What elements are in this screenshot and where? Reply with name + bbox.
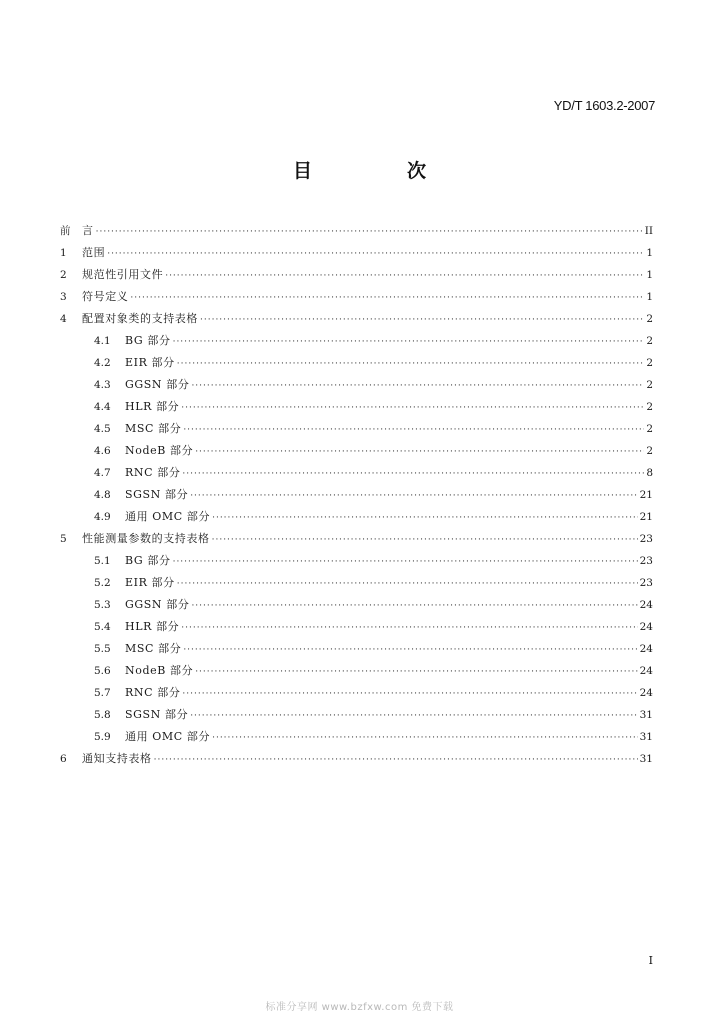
toc-entry-number: 4 <box>60 313 67 325</box>
toc-leader-dots <box>200 309 644 331</box>
toc-leader-dots <box>181 397 644 419</box>
toc-entry-title: GGSN 部分 <box>125 378 190 391</box>
toc-entry-page: 1 <box>646 269 653 281</box>
toc-entry-number: 4.2 <box>94 357 111 369</box>
toc-entry[interactable] <box>60 330 653 352</box>
toc-entry-number: 5.4 <box>94 621 111 633</box>
toc-entry[interactable] <box>60 572 653 594</box>
toc-entry-number: 4.4 <box>94 401 111 413</box>
toc-entry-page: II <box>644 225 653 237</box>
toc-entry-number: 3 <box>60 291 67 303</box>
toc-entry-page: 2 <box>646 357 653 369</box>
toc-entry[interactable] <box>60 242 653 264</box>
standard-code: YD/T 1603.2-2007 <box>553 98 655 113</box>
table-of-contents <box>60 220 653 770</box>
toc-entry-page: 1 <box>646 247 653 259</box>
toc-leader-dots <box>212 727 638 749</box>
toc-leader-dots <box>212 529 638 551</box>
toc-entry-number: 5.3 <box>94 599 111 611</box>
toc-entry[interactable] <box>60 748 653 770</box>
toc-entry-title: BG 部分 <box>125 334 171 347</box>
toc-leader-dots <box>191 375 644 397</box>
watermark-text: 标准分享网 www.bzfxw.com 免费下载 <box>265 1002 454 1013</box>
toc-entry-title: MSC 部分 <box>125 642 182 655</box>
toc-entry-number: 4.1 <box>94 335 111 347</box>
toc-entry-title: 通用 OMC 部分 <box>125 730 211 743</box>
toc-entry-title: 规范性引用文件 <box>82 268 164 281</box>
toc-leader-dots <box>165 265 644 287</box>
toc-entry-page: 24 <box>639 599 653 611</box>
toc-entry-number: 5.8 <box>94 709 111 721</box>
toc-leader-dots <box>96 221 643 243</box>
toc-leader-dots <box>177 573 638 595</box>
page-number: I <box>648 954 653 967</box>
toc-leader-dots <box>181 617 637 639</box>
toc-entry-page: 31 <box>639 753 653 765</box>
toc-entry-page: 2 <box>646 401 653 413</box>
toc-entry-title: 性能测量参数的支持表格 <box>82 532 210 545</box>
toc-leader-dots <box>212 507 638 529</box>
toc-entry-page: 24 <box>639 643 653 655</box>
toc-entry[interactable] <box>60 462 653 484</box>
toc-entry-title: RNC 部分 <box>125 686 181 699</box>
toc-entry-title: SGSN 部分 <box>125 488 189 501</box>
toc-entry[interactable] <box>60 286 653 308</box>
toc-entry-number: 6 <box>60 753 67 765</box>
toc-entry[interactable] <box>60 418 653 440</box>
toc-entry-number: 5.6 <box>94 665 111 677</box>
toc-entry[interactable] <box>60 616 653 638</box>
toc-entry-title: RNC 部分 <box>125 466 181 479</box>
toc-entry-title: BG 部分 <box>125 554 171 567</box>
toc-leader-dots <box>173 551 638 573</box>
toc-entry-title: SGSN 部分 <box>125 708 189 721</box>
toc-entry-page: 24 <box>639 621 653 633</box>
toc-entry-number: 2 <box>60 269 67 281</box>
toc-entry-title: GGSN 部分 <box>125 598 190 611</box>
toc-leader-dots <box>183 639 637 661</box>
toc-entry-title: 通用 OMC 部分 <box>125 510 211 523</box>
toc-entry-page: 21 <box>639 511 653 523</box>
toc-entry-number: 1 <box>60 247 67 259</box>
toc-entry[interactable] <box>60 550 653 572</box>
toc-entry-page: 24 <box>639 687 653 699</box>
toc-entry-number: 5 <box>60 533 67 545</box>
toc-entry-page: 2 <box>646 445 653 457</box>
toc-entry[interactable] <box>60 440 653 462</box>
toc-entry-title: HLR 部分 <box>125 400 180 413</box>
toc-entry-page: 31 <box>639 731 653 743</box>
toc-leader-dots <box>154 749 638 771</box>
toc-entry-page: 2 <box>646 379 653 391</box>
toc-entry[interactable] <box>60 726 653 748</box>
toc-entry[interactable] <box>60 528 653 550</box>
toc-leader-dots <box>195 441 644 463</box>
toc-entry-number: 5.1 <box>94 555 111 567</box>
toc-entry-title: 范围 <box>82 246 106 259</box>
toc-entry-title: 符号定义 <box>82 290 129 303</box>
toc-entry-number: 4.3 <box>94 379 111 391</box>
toc-entry[interactable] <box>60 308 653 330</box>
toc-entry-title: MSC 部分 <box>125 422 182 435</box>
toc-entry-title: 言 <box>82 224 94 237</box>
toc-entry-page: 31 <box>639 709 653 721</box>
toc-entry-number: 5.7 <box>94 687 111 699</box>
toc-entry-title: NodeB 部分 <box>125 664 194 677</box>
toc-entry-title: 配置对象类的支持表格 <box>82 312 198 325</box>
toc-entry-number: 前 <box>60 225 71 237</box>
toc-entry[interactable] <box>60 704 653 726</box>
toc-entry-number: 4.6 <box>94 445 111 457</box>
toc-leader-dots <box>195 661 637 683</box>
toc-leader-dots <box>182 463 644 485</box>
toc-entry-page: 2 <box>646 313 653 325</box>
toc-entry-number: 4.5 <box>94 423 111 435</box>
toc-entry-page: 1 <box>646 291 653 303</box>
toc-entry-title: EIR 部分 <box>125 576 175 589</box>
toc-entry-number: 5.2 <box>94 577 111 589</box>
toc-entry[interactable] <box>60 660 653 682</box>
toc-entry[interactable] <box>60 264 653 286</box>
toc-entry-page: 24 <box>639 665 653 677</box>
toc-leader-dots <box>130 287 644 309</box>
toc-leader-dots <box>183 419 644 441</box>
toc-entry[interactable] <box>60 396 653 418</box>
toc-entry[interactable] <box>60 352 653 374</box>
toc-leader-dots <box>191 595 637 617</box>
toc-entry[interactable] <box>60 638 653 660</box>
toc-leader-dots <box>190 485 637 507</box>
page-title: 目 次 <box>292 160 464 182</box>
toc-leader-dots <box>182 683 637 705</box>
toc-entry-number: 4.8 <box>94 489 111 501</box>
toc-entry-title: 通知支持表格 <box>82 752 152 765</box>
toc-leader-dots <box>173 331 645 353</box>
toc-entry-number: 5.5 <box>94 643 111 655</box>
toc-entry-page: 23 <box>639 533 653 545</box>
toc-entry-title: EIR 部分 <box>125 356 175 369</box>
toc-entry[interactable] <box>60 374 653 396</box>
toc-entry-page: 23 <box>639 577 653 589</box>
toc-leader-dots <box>190 705 637 727</box>
toc-entry-page: 8 <box>646 467 653 479</box>
toc-leader-dots <box>177 353 645 375</box>
toc-leader-dots <box>107 243 644 265</box>
toc-entry-title: NodeB 部分 <box>125 444 194 457</box>
toc-entry-page: 23 <box>639 555 653 567</box>
toc-entry-page: 2 <box>646 423 653 435</box>
toc-entry[interactable] <box>60 484 653 506</box>
toc-entry-number: 5.9 <box>94 731 111 743</box>
toc-entry[interactable] <box>60 682 653 704</box>
toc-entry[interactable] <box>60 594 653 616</box>
toc-entry[interactable] <box>60 506 653 528</box>
toc-entry-number: 4.9 <box>94 511 111 523</box>
toc-entry-page: 21 <box>639 489 653 501</box>
toc-entry-page: 2 <box>646 335 653 347</box>
toc-entry-number: 4.7 <box>94 467 111 479</box>
toc-entry-title: HLR 部分 <box>125 620 180 633</box>
toc-entry[interactable] <box>60 220 653 242</box>
